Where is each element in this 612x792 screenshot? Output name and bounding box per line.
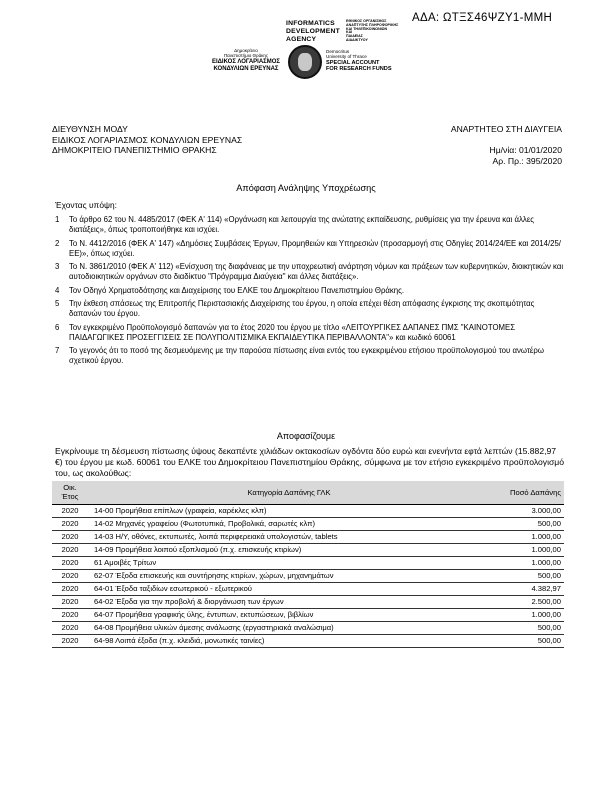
- english-logo-text: Democritus University of Thrace SPECIAL ACCOUNT FOR RESEARCH FUNDS: [326, 49, 392, 72]
- table-row: [52, 634, 564, 647]
- university-seal-icon: [288, 45, 322, 79]
- cell-amount: 500,00: [490, 621, 564, 634]
- issuer-line: ΔΙΕΥΘΥΝΣΗ ΜΟΔΥ: [52, 124, 128, 134]
- cell-year: 2020: [52, 556, 88, 569]
- document-meta: [430, 124, 562, 166]
- issuer-block: [52, 124, 242, 156]
- table-row: [52, 608, 564, 621]
- institution-logo: [200, 17, 420, 107]
- greek-logo-text: Δημοκρίτειο Πανεπιστήμιο Θράκης ΕΙΔΙΚΟΣ ΛΟΓΑΡΙΑΣΜΟΣ ΚΟΝΔΥΛΙΩΝ ΕΡΕΥΝΑΣ: [211, 48, 281, 72]
- item-text: Το Ν. 3861/2010 (ΦΕΚ Α' 112) «Ενίσχυση της διαφάνειας με την υποχρεωτική ανάρτηση νόμων και πράξεων των κυβερνητικών, διοικητικών και αυτοδιοικητικών οργάνων στο διαδίκτυο "Πρόγραμμα Διαύγεια" και άλλες διατάξεις».: [69, 262, 564, 281]
- agency-name: INFORMATICS DEVELOPMENT AGENCY: [286, 20, 340, 43]
- table-row: [52, 569, 564, 582]
- list-item: [55, 262, 565, 282]
- cell-year: 2020: [52, 582, 88, 595]
- agency-small-text: ΕΘΝΙΚΟΣ ΟΡΓΑΝΙΣΜΟΣ ΑΝΑΠΤΥΞΗΣ ΠΛΗΡΟΦΟΡΙΚΗΣ ΚΑΙ ΤΗΛΕΠΙΚΟΙΝΩΝΙΩΝ ΚΑΙ ΠΑΙΔΕΙΑΣ ΔΙΑΔΙΚΤΥΟΥ: [346, 19, 399, 42]
- table-row: [52, 582, 564, 595]
- decision-heading: Αποφασίζουμε: [276, 431, 336, 441]
- list-item: [55, 286, 565, 296]
- cell-category: 62-07 Έξοδα επισκευής και συντήρησης κτιρίων, χώρων, μηχανημάτων: [88, 569, 490, 582]
- item-text: Το Ν. 4412/2016 (ΦΕΚ Α' 147) «Δημόσιες Συμβάσεις Έργων, Προμηθειών και Υπηρεσιών (προσαρμογή στις Οδηγίες 2014/24/ΕΕ και 2014/25/ΕΕ)», όπως ισχύει.: [69, 238, 561, 258]
- table-row: [52, 530, 564, 543]
- cell-category: 64-98 Λοιπά έξοδα (π.χ. κλειδιά, μονωτικές ταινίες): [88, 634, 490, 647]
- list-item: [55, 215, 565, 235]
- table-row: [52, 517, 564, 530]
- item-number: 3: [55, 262, 60, 271]
- cell-year: 2020: [52, 608, 88, 621]
- item-number: 2: [55, 238, 60, 248]
- item-number: 5: [55, 299, 60, 308]
- cell-year: 2020: [52, 634, 88, 647]
- cell-year: 2020: [52, 621, 88, 634]
- item-text: Το γεγονός ότι το ποσό της δεσμευόμενης με την παρούσα πίστωσης είναι εντός του εγκεκριμένου ετήσιου προϋπολογισμού του ανωτέρω σχετικού έργου.: [69, 346, 544, 365]
- table-row: [52, 504, 564, 517]
- list-item: [55, 323, 565, 343]
- cell-year: 2020: [52, 530, 88, 543]
- item-number: 6: [55, 322, 60, 332]
- cell-year: 2020: [52, 543, 88, 556]
- item-text: Τον εγκεκριμένο Προϋπολογισμό δαπανών για το έτος 2020 του έργου με τίτλο «ΛΕΙΤΟΥΡΓΙΚΕΣ ΔΑΠΑΝΕΣ ΠΜΣ "ΚΑΙΝΟΤΟΜΕΣ ΠΑΙΔΑΓΩΓΙΚΕΣ ΠΡΟΣΕΓΓΙΣΕΙΣ ΣΕ ΠΟΛΥΠΟΛΙΤΙΣΜΙΚΑ ΕΚΠΑΙΔΕΥΤΙΚΑ ΠΕΡΙΒΑΛΛΟΝΤΑ"» και κωδικό 60061: [69, 322, 516, 342]
- col-header-amount: Ποσό Δαπάνης: [490, 481, 564, 504]
- item-text: Τον Οδηγό Χρηματοδότησης και Διαχείρισης του ΕΛΚΕ του Δημοκρίτειου Πανεπιστημίου Θράκης.: [69, 285, 405, 295]
- considerations-list: [55, 215, 565, 370]
- cell-amount: 2.500,00: [490, 595, 564, 608]
- cell-category: 14-03 Η/Υ, οθόνες, εκτυπωτές, λοιπά περιφερειακά υπολογιστών, tablets: [88, 530, 490, 543]
- item-number: 4: [55, 285, 60, 295]
- cell-amount: 3.000,00: [490, 504, 564, 517]
- cell-amount: 1.000,00: [490, 543, 564, 556]
- cell-category: 64-02 Έξοδα για την προβολή & διοργάνωση των έργων: [88, 595, 490, 608]
- table-row: [52, 621, 564, 634]
- item-text: Την έκθεση σπάσεως της Επιτροπής Περιστασιακής Διαχείρισης του έργου, η οποία επέχει θέση απόφασης έγκρισης της σκοπιμότητας δαπανών του έργου.: [69, 299, 535, 318]
- item-number: 1: [55, 215, 60, 224]
- item-text: Το άρθρο 62 του Ν. 4485/2017 (ΦΕΚ Α' 114) «Οργάνωση και λειτουργία της ανώτατης εκπαίδευσης, ρυθμίσεις για την έρευνα και άλλες διατάξεις», όπως τροποποιήθηκε και ισχύει.: [69, 215, 535, 234]
- item-number: 7: [55, 346, 60, 355]
- cell-category: 61 Αμοιβές Τρίτων: [88, 556, 490, 569]
- cell-amount: 1.000,00: [490, 530, 564, 543]
- posting-note: ΑΝΑΡΤΗΤΕΟ ΣΤΗ ΔΙΑΥΓΕΙΑ: [450, 124, 562, 134]
- cell-amount: 4.382,97: [490, 582, 564, 595]
- cell-category: 64-01 Έξοδα ταξιδίων εσωτερικού - εξωτερικού: [88, 582, 490, 595]
- protocol-number: Αρ. Πρ.: 395/2020: [492, 155, 562, 166]
- list-item: [55, 239, 565, 259]
- cell-year: 2020: [52, 569, 88, 582]
- cell-category: 14-09 Προμήθεια λοιπού εξοπλισμού (π.χ. επισκευής κτιρίων): [88, 543, 490, 556]
- cell-amount: 500,00: [490, 634, 564, 647]
- col-header-year: Οικ. Έτος: [52, 481, 88, 504]
- list-item: [55, 299, 565, 319]
- expense-table: [52, 481, 564, 648]
- issuer-line: ΕΙΔΙΚΟΣ ΛΟΓΑΡΙΑΣΜΟΣ ΚΟΝΔΥΛΙΩΝ ΕΡΕΥΝΑΣ: [52, 134, 243, 145]
- document-title: Απόφαση Ανάληψης Υποχρέωσης: [236, 183, 376, 193]
- table-header-row: [52, 481, 564, 504]
- cell-year: 2020: [52, 517, 88, 530]
- cell-amount: 500,00: [490, 569, 564, 582]
- issuer-line: ΔΗΜΟΚΡΙΤΕΙΟ ΠΑΝΕΠΙΣΤΗΜΙΟ ΘΡΑΚΗΣ: [52, 145, 217, 155]
- table-row: [52, 543, 564, 556]
- document-date: Ημ/νία: 01/01/2020: [489, 145, 562, 155]
- cell-amount: 1.000,00: [490, 608, 564, 621]
- list-item: [55, 346, 565, 366]
- cell-category: 64-07 Προμήθεια γραφικής ύλης, έντυπων, εκτυπώσεων, βιβλίων: [88, 608, 490, 621]
- cell-category: 64-08 Προμήθεια υλικών άμεσης ανάλωσης (εργαστηριακά αναλώσιμα): [88, 621, 490, 634]
- decision-paragraph: Εγκρίνουμε τη δέσμευση πίστωσης ύψους δεκαπέντε χιλιάδων οκτακοσίων ογδόντα δύο ευρώ και ενενήντα εφτά λεπτών (15.882,97 €) του έργου με κωδ. 60061 του ΕΛΚΕ του Δημοκρίτειου Πανεπιστημίου Θράκης, σύμφωνα με τον ετήσιο εγκεκριμένο προϋπολογισμό του, ως ακολούθως:: [55, 446, 565, 479]
- cell-amount: 500,00: [490, 517, 564, 530]
- cell-amount: 1.000,00: [490, 556, 564, 569]
- col-header-category: Κατηγορία Δαπάνης ΓΛΚ: [88, 481, 490, 504]
- cell-category: 14-00 Προμήθεια επίπλων (γραφεία, καρέκλες κλπ): [88, 504, 490, 517]
- table-row: [52, 595, 564, 608]
- cell-year: 2020: [52, 595, 88, 608]
- ada-code: ΑΔΑ: ΩΤΞΣ46ΨΖΥ1-ΜΜΗ: [412, 12, 553, 24]
- cell-category: 14-02 Μηχανές γραφείου (Φωτοτυπικά, Προβολικά, σαρωτές κλπ): [88, 517, 490, 530]
- cell-year: 2020: [52, 504, 88, 517]
- considerations-heading: Έχοντας υπόψη:: [55, 200, 117, 210]
- table-row: [52, 556, 564, 569]
